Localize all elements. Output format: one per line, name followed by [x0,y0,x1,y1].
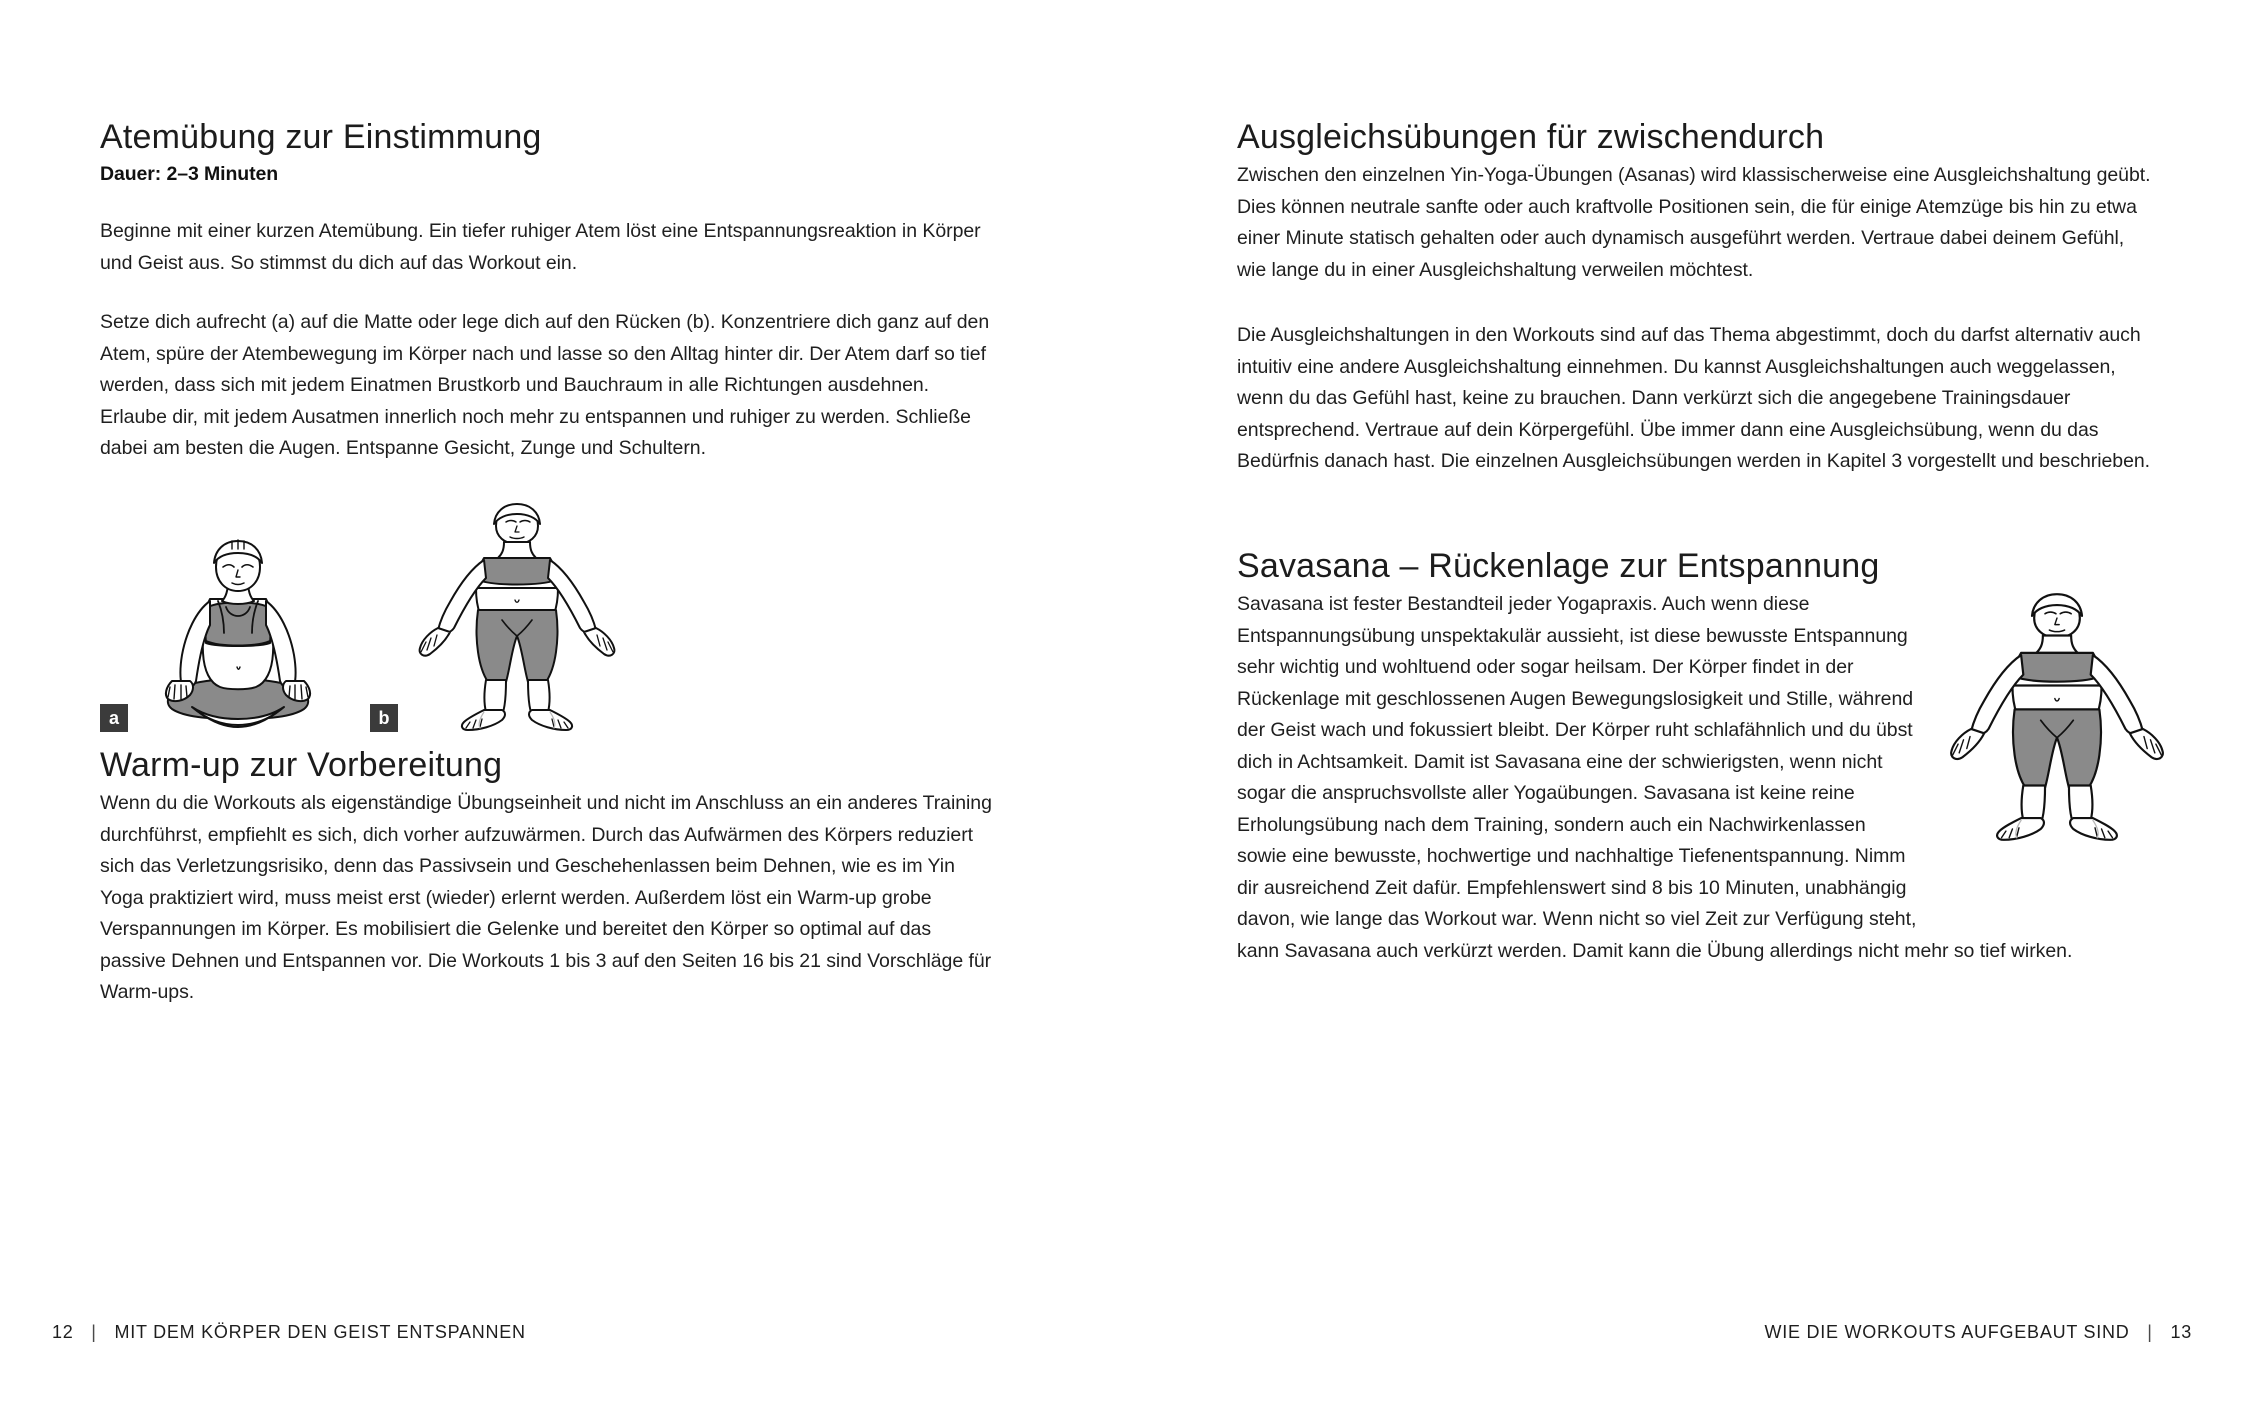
heading-warmup: Warm-up zur Vorbereitung [100,746,503,784]
spacer [100,192,1000,216]
figure-supine-savasana-left [418,502,616,732]
heading-savasana: Savasana – Rückenlage zur Entspannung [1237,547,1880,585]
paragraph-savasana: Savasana ist fester Bestandteil jeder Yogapraxis. Auch wenn diese Entspannungsübung unspektakulär aussieht, ist diese bewusste Entspannung sehr wichtig und wohltuend oder sogar heilsam. Der Körper findet in der Rückenlage mit geschlossenen Augen Bewegungslosigkeit und Stille, während der Geist wach und fokussiert bleibt. Der Körper ruht schlafähnlich und du übst dich in Achtsamkeit. Damit ist Savasana eine der schwierigsten, wenn nicht sogar die anspruchsvollste aller Yogaübungen. Savasana ist keine reine Erholungsübung nach dem Training, sondern auch ein Nachwirkenlassen sowie eine bewusste, hochwertige und nachhaltige Tiefenentspannung. Nimm dir ausreichend Zeit dafür. Empfehlenswert sind 8 bis 10 Minuten, unabhängig davon, wie lange das Workout war. Wenn nicht so viel Zeit zur Verfügung steht, kann Savasana auch verkürzt werden. Damit kann die Übung allerdings nicht mehr so tief wirken. [1237,593,2073,962]
footer-left [52,1322,526,1343]
paragraph-ausgleich-2: Die Ausgleichshaltungen in den Workouts sind auf das Thema abgestimmt, doch du darfst alternativ auch intuitiv eine andere Ausgleichshaltung einnehmen. Du kannst Ausgleichshaltungen auch weggelassen, wenn du das Gefühl hast, keine zu brauchen. Dann verkürzt sich die angegebene Trainingsdauer entsprechend. Vertraue auf dein Körpergefühl. Übe immer dann eine Ausgleichsübung, wenn du das Bedürfnis danach hast. Die einzelnen Ausgleichsübungen werden in Kapitel 3 vorgestellt und beschrieben. [1237,324,2151,473]
paragraph-warmup: Wenn du die Workouts als eigenständige Übungseinheit und nicht im Anschluss an ein anderes Training durchführst, empfiehlt es sich, dich vorher aufzuwärmen. Durch das Aufwärmen des Körpers reduziert sich das Verletzungsrisiko, denn das Passivsein und Geschehenlassen beim Dehnen, wie es im Yin Yoga praktiziert wird, muss meist erst (wieder) erlernt werden. Außerdem löst ein Warm-up grobe Verspannungen im Körper. Es mobilisiert die Gelenke und bereitet den Körper so optimal auf das passive Dehnen und Entspannen vor. Die Workouts 1 bis 3 auf den Seiten 16 bis 21 sind Vorschläge für Warm-ups. [100,792,992,1004]
figure-label-b: b [370,704,398,732]
warmup-block [100,746,1000,1009]
page-number-right: 13 [2170,1322,2192,1342]
footer-separator-right: | [2147,1322,2153,1342]
right-column [1237,118,2157,506]
page-footer [0,1322,2244,1352]
seated-figure-illustration [148,537,328,732]
heading-atemuebung: Atemübung zur Einstimmung [100,118,542,156]
running-head-right: WIE DIE WORKOUTS AUFGEBAUT SIND [1764,1322,2130,1342]
running-head-left: MIT DEM KÖRPER DEN GEIST ENTSPANNEN [114,1322,526,1342]
footer-right [1765,1322,2192,1343]
figure-label-a: a [100,704,128,732]
supine-figure-illustration [418,502,616,732]
supine-figure-illustration-right [1948,592,2166,842]
subheading-dauer: Dauer: 2–3 Minuten [100,163,279,186]
left-column [100,118,1000,493]
paragraph-atemuebung-intro: Beginne mit einer kurzen Atemübung. Ein tiefer ruhiger Atem löst eine Entspannungsreaktion in Körper und Geist aus. So stimmst du dich auf das Workout ein. [100,220,981,274]
footer-separator-left: | [91,1322,97,1342]
heading-ausgleichsuebungen: Ausgleichsübungen für zwischendurch [1237,118,1825,156]
paragraph-ausgleich-1: Zwischen den einzelnen Yin-Yoga-Übungen (Asanas) wird klassischerweise eine Ausgleichshaltung geübt. Dies können neutrale sanfte oder auch kraftvolle Positionen sein, die für einige Atemzüge bis hin zu etwa einer Minute statisch gehalten oder auch dynamisch ausgeführt werden. Vertraue dabei deinem Gefühl, wie lange du in einer Ausgleichshaltung verweilen möchtest. [1237,164,2151,281]
figure-supine-savasana-right [1948,592,2166,842]
figure-group-atemuebung [100,487,660,732]
page-number-left: 12 [52,1322,74,1342]
paragraph-atemuebung-anleitung: Setze dich aufrecht (a) auf die Matte oder lege dich auf den Rücken (b). Konzentriere dich ganz auf den Atem, spüre der Atembewegung im Körper nach und lasse so den Alltag hinter dir. Der Atem darf so tief werden, dass sich mit jedem Einatmen Brustkorb und Bauchraum in alle Richtungen ausdehnen. Erlaube dir, mit jedem Ausatmen innerlich noch mehr zu entspannen und ruhiger zu werden. Schließe dabei am besten die Augen. Entspanne Gesicht, Zunge und Schultern. [100,311,990,460]
figure-seated-meditation [148,537,328,732]
